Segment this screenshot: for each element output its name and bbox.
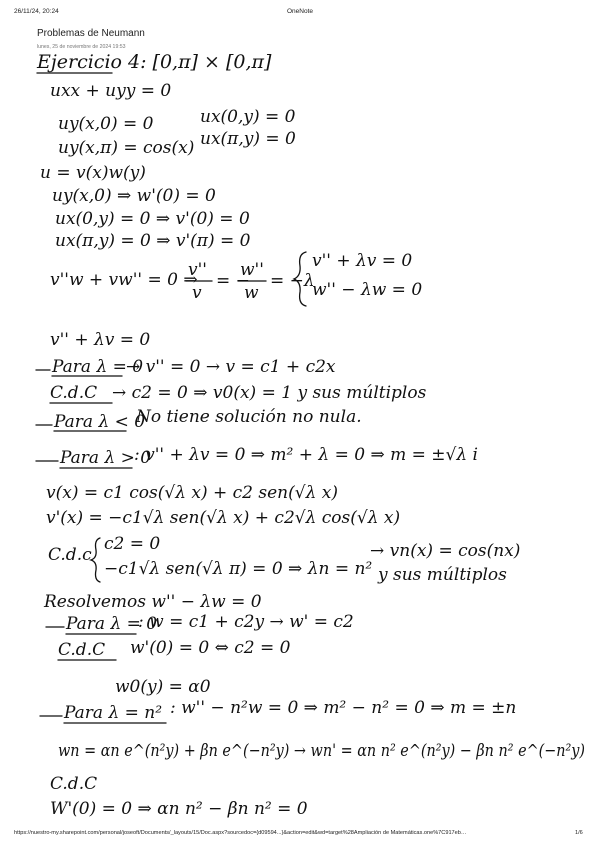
case-lambda-zero: Para λ = 0 xyxy=(52,357,144,377)
w-condition-c2: w'(0) = 0 ⇔ c2 = 0 xyxy=(130,638,291,658)
bc-v-derivative-pi: ux(π,y) = 0 ⇒ v'(π) = 0 xyxy=(55,231,251,251)
case-w-lambda-n2: Para λ = n² xyxy=(64,703,163,723)
general-solution-v: v(x) = c1 cos(√λ x) + c2 sen(√λ x) xyxy=(46,483,338,503)
bc-uy-bottom: uy(x,0) = 0 xyxy=(58,114,154,134)
eigenfunction-vn: → vn(x) = cos(nx) xyxy=(370,541,521,561)
bc-ux-right: ux(π,y) = 0 xyxy=(200,129,296,149)
no-nontrivial-solution: No tiene solución no nula. xyxy=(136,407,362,427)
eigenvalue-condition: −c1√λ sen(√λ π) = 0 ⇒ λn = n² xyxy=(104,559,373,579)
cdc-label-2: C.d.c xyxy=(48,545,92,565)
case-w-lambda-zero: Para λ = 0 xyxy=(66,614,158,634)
minus-sign: = − xyxy=(216,271,250,291)
exercise-heading: Ejercicio 4: [0,π] × [0,π] xyxy=(37,51,272,73)
cdc-label-3: C.d.C xyxy=(58,640,106,660)
case-lambda-negative: Para λ < 0 xyxy=(54,412,146,432)
print-footer-url: https://nuestro-my.sharepoint.com/personal/joseoft/Documents/_layouts/15/Doc.aspx?sourcedoc={d09594...}&action=edit&wd=target%28Ampliación de Matemáticas.one%7C917eb… xyxy=(14,830,467,836)
solve-w-heading: Resolvemos w'' − λw = 0 xyxy=(44,592,262,612)
cdc-label-4: C.d.C xyxy=(50,774,98,794)
ode-v-restated: v'' + λv = 0 xyxy=(50,330,151,350)
derivative-v: v'(x) = −c1√λ sen(√λ x) + c2√λ cos(√λ x) xyxy=(46,508,401,528)
eigenfunction-v0: → c2 = 0 ⇒ v0(x) = 1 y sus múltiplos xyxy=(112,383,427,403)
bc-v-derivative-0: ux(0,y) = 0 ⇒ v'(0) = 0 xyxy=(55,209,250,229)
print-footer-page: 1/6 xyxy=(575,830,583,836)
cdc-c2-zero: c2 = 0 xyxy=(104,534,161,554)
separated-equation: v''w + vw'' = 0 ⇒ xyxy=(50,270,198,290)
print-header-datetime: 26/11/24, 20:24 xyxy=(14,8,59,15)
separation-ansatz: u = v(x)w(y) xyxy=(40,163,146,183)
eigenfunction-vn-multiples: y sus múltiplos xyxy=(378,565,507,585)
page-created-date: lunes, 25 de noviembre de 2024 19:53 xyxy=(37,44,126,50)
fraction-den-w: w xyxy=(244,283,259,303)
page-title: Problemas de Neumann xyxy=(37,28,145,39)
general-solution-wn: wn = αn e^(n²y) + βn e^(−n²y) → wn' = αn n² e^(n²y) − βn n² e^(−n²y) xyxy=(58,741,585,761)
case-lambda-zero-solution: → v'' = 0 → v = c1 + c2x xyxy=(126,357,336,377)
ode-w: w'' − λw = 0 xyxy=(312,280,423,300)
characteristic-equation-v: : v'' + λv = 0 ⇒ m² + λ = 0 ⇒ m = ±√λ i xyxy=(134,445,478,465)
fraction-den-v: v xyxy=(192,283,202,303)
case-lambda-positive: Para λ > 0 xyxy=(60,448,152,468)
print-header-app: OneNote xyxy=(286,8,314,15)
fraction-num-w: w'' xyxy=(240,260,264,280)
cdc-label-1: C.d.C xyxy=(50,383,98,403)
bc-ux-left: ux(0,y) = 0 xyxy=(200,107,296,127)
bc-uy-top: uy(x,π) = cos(x) xyxy=(58,138,195,158)
bc-w-derivative: uy(x,0) ⇒ w'(0) = 0 xyxy=(52,186,216,206)
cdc-brace xyxy=(91,538,100,582)
separation-constant: = −λ xyxy=(270,271,315,291)
w0-solution: w0(y) = α0 xyxy=(115,677,211,697)
fraction-num-v: v'' xyxy=(188,260,207,280)
pde-equation: uxx + uyy = 0 xyxy=(50,81,172,101)
w-solution-lambda-zero: : w = c1 + c2y → w' = c2 xyxy=(138,612,354,632)
characteristic-equation-w: : w'' − n²w = 0 ⇒ m² − n² = 0 ⇒ m = ±n xyxy=(170,698,517,718)
wn-boundary-condition: W'(0) = 0 ⇒ αn n² − βn n² = 0 xyxy=(50,799,308,819)
ode-v: v'' + λv = 0 xyxy=(312,251,413,271)
